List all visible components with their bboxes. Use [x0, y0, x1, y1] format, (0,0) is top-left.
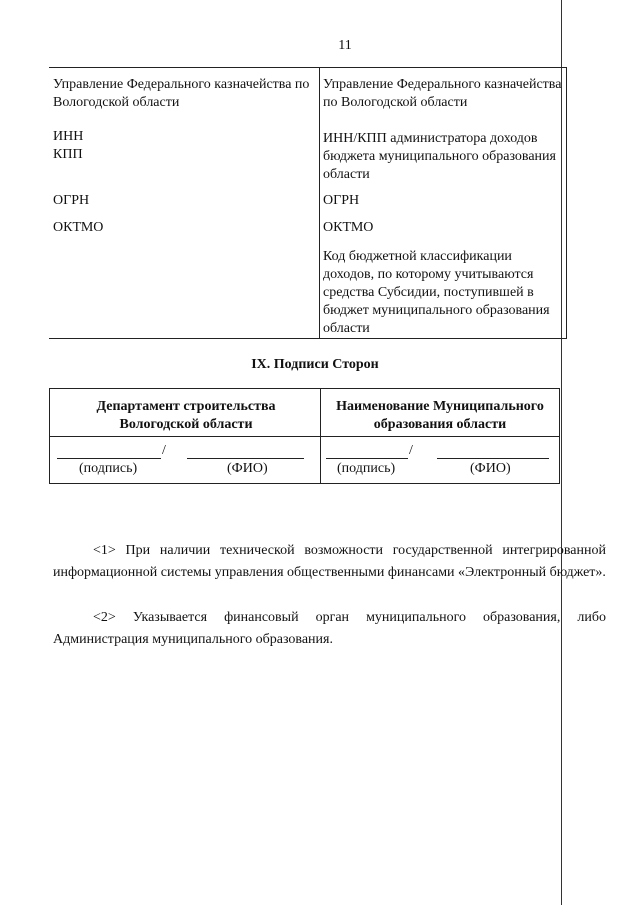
left-signature-line — [57, 458, 161, 459]
right-oktmo-label: ОКТМО — [323, 220, 374, 235]
left-party-header: Департамент строительства Вологодской области — [96, 399, 276, 432]
footnote-2: <2> Указывается финансовый орган муниципального образования, либо Администрация муниципального образования. — [53, 610, 606, 647]
left-slash: / — [162, 443, 166, 458]
requisites-table — [49, 67, 567, 339]
right-name-line — [437, 458, 549, 459]
left-signature-caption: (подпись) — [79, 461, 138, 476]
right-signature-caption: (подпись) — [337, 461, 396, 476]
right-signature-line — [326, 458, 408, 459]
left-name-line — [187, 458, 304, 459]
signatures-table — [49, 388, 560, 484]
section-title: IX. Подписи Сторон — [251, 357, 379, 372]
signatures-row-divider — [50, 436, 559, 437]
left-kpp-label: КПП — [53, 147, 83, 162]
footnote-1: <1> При наличии технической возможности государственной интегрированной информационной системы управления общественными финансами «Электронный бюджет». — [53, 543, 606, 580]
left-name-caption: (ФИО) — [227, 461, 268, 476]
table-column-divider — [319, 68, 320, 338]
right-inn-kpp-label: ИНН/КПП администратора доходов бюджета муниципального образования области — [323, 131, 556, 182]
right-slash: / — [409, 443, 413, 458]
right-org-name: Управление Федерального казначейства по Вологодской области — [323, 77, 562, 110]
left-ogrn-label: ОГРН — [53, 193, 90, 208]
page-number: 11 — [338, 38, 352, 53]
right-name-caption: (ФИО) — [470, 461, 511, 476]
left-oktmo-label: ОКТМО — [53, 220, 104, 235]
table-right-border — [566, 68, 567, 338]
left-inn-label: ИНН — [53, 129, 84, 144]
left-org-name: Управление Федерального казначейства по Вологодской области — [53, 77, 310, 110]
right-party-header: Наименование Муниципального образования области — [336, 399, 544, 432]
right-ogrn-label: ОГРН — [323, 193, 360, 208]
right-kbk-label: Код бюджетной классификации доходов, по которому учитываются средства Субсидии, поступившей в бюджет муниципального образования области — [323, 249, 550, 336]
